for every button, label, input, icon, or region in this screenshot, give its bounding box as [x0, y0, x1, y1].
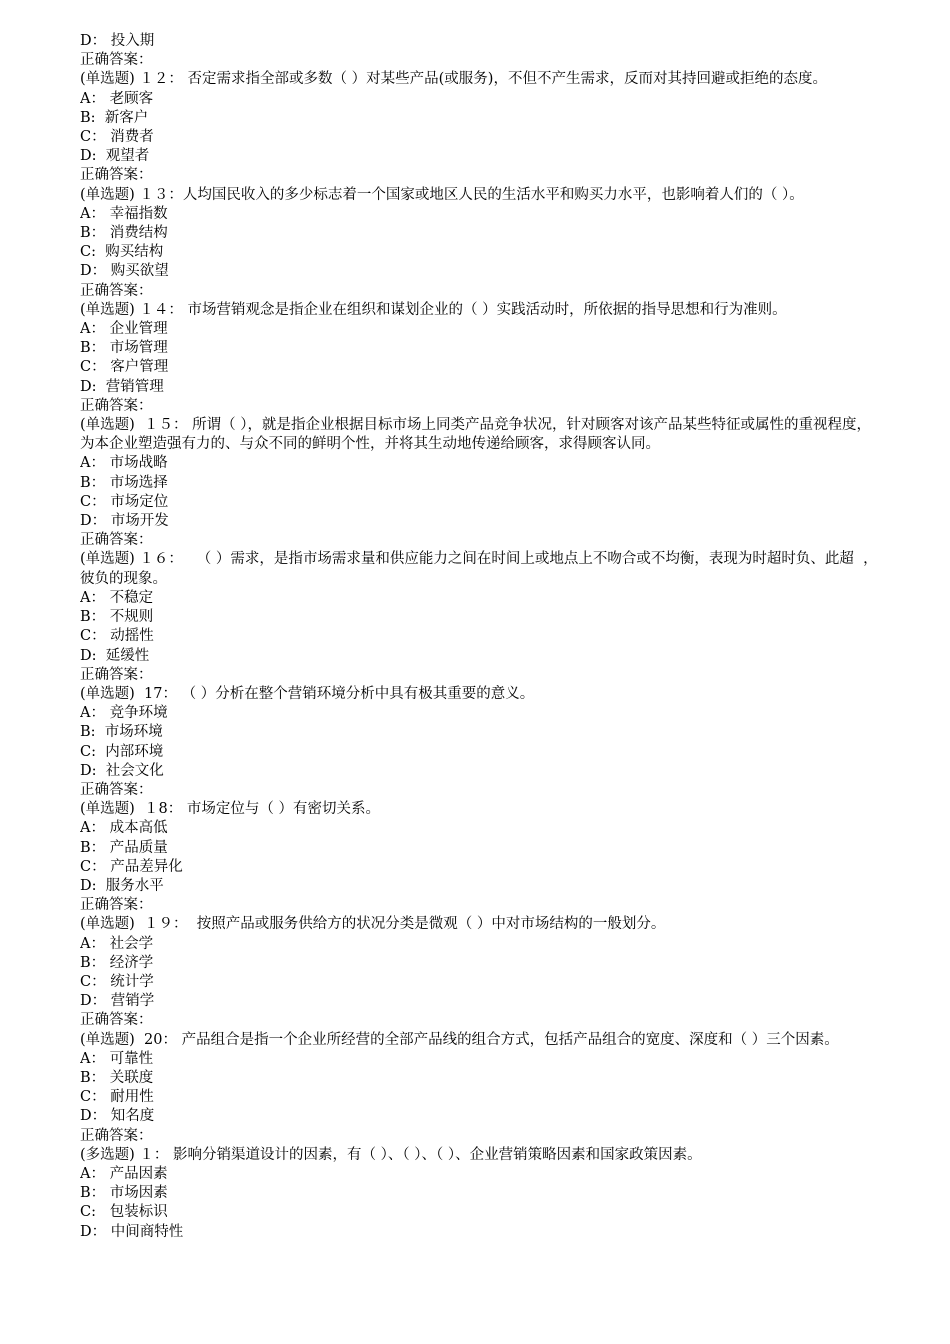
option-item: A： 产品因素 [80, 1165, 168, 1182]
question-text: (多选题) １： 影响分销渠道设计的因素，有（ ）、（ ）、（ ）、企业营销策略因素和国家政策因素。 [80, 1146, 702, 1163]
option-item: A： 社会学 [80, 935, 154, 952]
option-item: B: 市场环境 [80, 724, 163, 741]
question-text: (单选题) １５： 所谓（ ），就是指企业根据目标市场上同类产品竞争状况，针对顾客对该产品某些特征或属性的重视程度，为本企业塑造强有力的、与众不同的鲜明个性，并将其生动地传递给顾客，求得顾客认同。 [80, 417, 871, 453]
answer-label: 正确答案： [80, 52, 153, 69]
question-text: (单选题) 17： （ ）分析在整个营销环境分析中具有极其重要的意义。 [80, 685, 535, 702]
option-item: D: 延缓性 [80, 647, 150, 664]
answer-label: 正确答案： [80, 666, 153, 683]
option-item: B： 消费结构 [80, 225, 168, 242]
option-item: A： 市场战略 [80, 455, 168, 472]
option-item: D: 服务水平 [80, 877, 164, 894]
option-item: A： 老顾客 [80, 90, 154, 107]
option-item: A： 不稳定 [80, 589, 154, 606]
document-body [80, 32, 880, 1242]
option-item: D： 购买欲望 [80, 263, 169, 280]
option-item: C： 市场定位 [80, 493, 169, 510]
option-item: D： 知名度 [80, 1108, 155, 1125]
option-item: C： 统计学 [80, 973, 154, 990]
option-item: C： 消费者 [80, 129, 154, 146]
question-text: (单选题) １２： 否定需求指全部或多数（ ）对某些产品(或服务)，不但不产生需求，反而对其持回避或拒绝的态度。 [80, 71, 827, 88]
answer-label: 正确答案： [80, 1127, 153, 1144]
option-item: D： 市场开发 [80, 513, 169, 530]
option-item: A： 企业管理 [80, 321, 168, 338]
answer-label: 正确答案： [80, 897, 153, 914]
question-text: (单选题) １９： 按照产品或服务供给方的状况分类是微观（ ）中对市场结构的一般划分。 [80, 916, 666, 933]
answer-label: 正确答案： [80, 397, 153, 414]
answer-label: 正确答案： [80, 532, 153, 549]
option-item: B： 经济学 [80, 954, 154, 971]
option-item: B: 新客户 [80, 109, 149, 126]
answer-label: 正确答案： [80, 282, 153, 299]
question-text: (单选题) １４： 市场营销观念是指企业在组织和谋划企业的（ ）实践活动时，所依据的指导思想和行为准则。 [80, 301, 787, 318]
option-item: D： 投入期 [80, 33, 155, 49]
question-text: (单选题) １６： （ ）需求，是指市场需求量和供应能力之间在时间上或地点上不吻合或不均衡，表现为时超时负、此超 ，彼负的现象。 [80, 551, 878, 587]
answer-label: 正确答案： [80, 1012, 153, 1029]
answer-label: 正确答案： [80, 781, 153, 798]
option-item: B： 市场选择 [80, 474, 168, 491]
option-item: D： 营销学 [80, 993, 155, 1010]
option-item: B： 产品质量 [80, 839, 168, 856]
option-item: A： 幸福指数 [80, 205, 168, 222]
option-item: C： 产品差异化 [80, 858, 183, 875]
option-item: C： 动摇性 [80, 628, 154, 645]
option-item: C: 购买结构 [80, 244, 164, 261]
question-text: (单选题) １３：人均国民收入的多少标志着一个国家或地区人民的生活水平和购买力水平，也影响着人们的（ ）。 [80, 186, 804, 203]
option-item: A： 可靠性 [80, 1050, 154, 1067]
option-item: D: 社会文化 [80, 762, 164, 779]
option-item: C： 耐用性 [80, 1089, 154, 1106]
option-item: A： 竞争环境 [80, 705, 168, 722]
option-item: B： 市场管理 [80, 340, 168, 357]
option-item: C: 内部环境 [80, 743, 164, 760]
option-item: B： 不规则 [80, 609, 154, 626]
question-text: (单选题) 20： 产品组合是指一个企业所经营的全部产品线的组合方式，包括产品组合的宽度、深度和（ ）三个因素。 [80, 1031, 839, 1048]
option-item: C： 客户管理 [80, 359, 169, 376]
option-item: B： 市场因素 [80, 1185, 168, 1202]
option-item: A： 成本高低 [80, 820, 168, 837]
option-item: B： 关联度 [80, 1069, 154, 1086]
option-item: D: 观望者 [80, 148, 150, 165]
option-item: C: 包装标识 [80, 1204, 168, 1221]
question-text: (单选题) １8： 市场定位与（ ）有密切关系。 [80, 801, 380, 818]
option-item: D: 营销管理 [80, 378, 164, 395]
answer-label: 正确答案： [80, 167, 153, 184]
option-item: D： 中间商特性 [80, 1223, 184, 1240]
